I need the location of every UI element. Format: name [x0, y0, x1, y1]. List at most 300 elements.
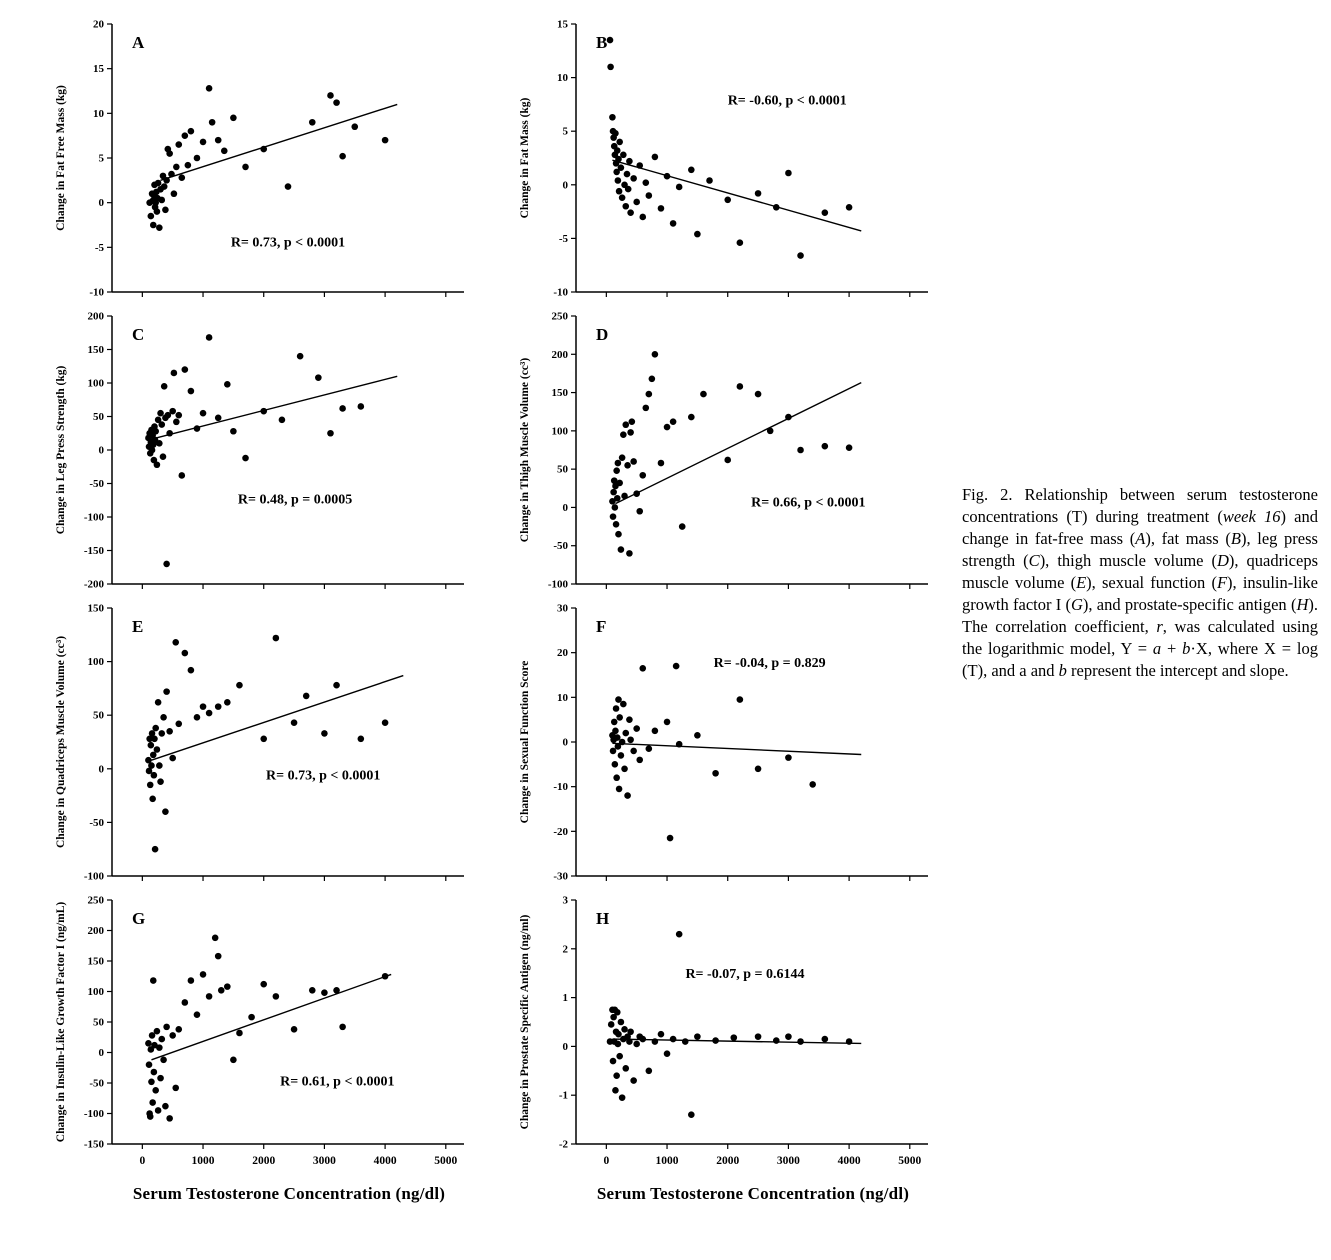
y-tick-label: 0 — [98, 763, 104, 776]
scatter-point — [175, 141, 182, 148]
scatter-point — [309, 119, 316, 126]
panel-letter: B — [596, 33, 608, 52]
scatter-point — [160, 453, 167, 460]
scatter-point — [230, 1057, 237, 1064]
x-tick-label: 4000 — [837, 1155, 861, 1167]
scatter-point — [155, 1107, 162, 1114]
y-tick-label: -100 — [83, 511, 104, 524]
scatter-point — [664, 424, 671, 431]
panel-a-svg — [48, 14, 478, 306]
scatter-point — [658, 1031, 665, 1038]
y-axis-label: Change in Prostate Specific Antigen (ng/ml) — [519, 914, 531, 1130]
scatter-point — [688, 166, 695, 173]
scatter-point — [358, 735, 365, 742]
scatter-point — [158, 1036, 165, 1043]
scatter-point — [649, 375, 656, 382]
x-tick-label: 4000 — [373, 1155, 397, 1167]
panel-h-chart — [512, 890, 942, 1182]
scatter-point — [182, 132, 189, 139]
scatter-point — [809, 781, 816, 788]
scatter-points — [609, 351, 852, 557]
scatter-point — [755, 391, 762, 398]
scatter-point — [822, 209, 829, 216]
scatter-point — [627, 209, 634, 216]
y-tick-label: 0 — [562, 179, 568, 192]
scatter-point — [797, 1038, 804, 1045]
scatter-point — [636, 757, 643, 764]
caption-segment: + — [1161, 638, 1183, 658]
scatter-point — [673, 663, 680, 670]
scatter-point — [185, 162, 192, 169]
scatter-point — [151, 1069, 158, 1076]
y-tick-label: -100 — [83, 870, 104, 883]
scatter-point — [173, 419, 180, 426]
y-tick-label: 100 — [87, 377, 104, 390]
y-tick-label: 3 — [562, 894, 568, 907]
scatter-point — [162, 808, 169, 815]
scatter-point — [676, 184, 683, 191]
caption-italic-segment: r — [1156, 616, 1163, 636]
scatter-point — [629, 418, 636, 425]
scatter-point — [206, 85, 213, 92]
caption-italic-segment: G — [1070, 594, 1083, 614]
y-tick-label: 0 — [562, 501, 568, 514]
scatter-point — [200, 410, 207, 417]
scatter-point — [150, 222, 157, 229]
scatter-points — [145, 334, 364, 567]
x-tick-label: 0 — [139, 1155, 146, 1167]
panel-g-svg — [48, 890, 478, 1182]
y-tick-label: -50 — [89, 478, 104, 490]
scatter-point — [619, 454, 626, 461]
scatter-point — [664, 1050, 671, 1057]
caption-segment: represent the intercept and slope. — [1066, 660, 1289, 680]
scatter-point — [188, 977, 195, 984]
y-tick-label: 50 — [93, 1016, 104, 1029]
y-tick-label: 50 — [557, 463, 568, 476]
scatter-point — [169, 408, 176, 415]
scatter-point — [236, 1030, 243, 1037]
y-tick-label: 0 — [98, 197, 104, 210]
caption-italic-segment: week 16 — [1222, 506, 1281, 526]
y-tick-label: -150 — [83, 1138, 104, 1151]
y-tick-label: 50 — [93, 411, 104, 423]
correlation-annotation: R= 0.73, p < 0.0001 — [230, 235, 346, 251]
correlation-annotation: R= -0.07, p = 0.6144 — [685, 967, 805, 983]
scatter-point — [620, 701, 627, 708]
panel-f-svg — [512, 598, 942, 890]
scatter-point — [785, 414, 792, 421]
scatter-point — [182, 650, 189, 657]
y-tick-label: 100 — [87, 986, 104, 998]
scatter-point — [194, 714, 201, 721]
panel-b-chart — [512, 14, 942, 306]
scatter-point — [147, 782, 154, 789]
scatter-point — [614, 734, 621, 741]
scatter-point — [614, 1009, 621, 1016]
scatter-point — [157, 1075, 164, 1082]
scatter-point — [154, 208, 161, 215]
scatter-point — [166, 1115, 173, 1122]
scatter-point — [620, 151, 627, 158]
caption-italic-segment: a — [1152, 638, 1162, 658]
scatter-point — [630, 1077, 637, 1084]
scatter-points — [607, 37, 853, 259]
scatter-point — [616, 786, 623, 793]
scatter-point — [148, 762, 155, 769]
scatter-point — [676, 931, 683, 938]
scatter-point — [188, 128, 195, 135]
y-tick-label: -10 — [553, 286, 568, 299]
scatter-point — [610, 748, 617, 755]
caption-italic-segment: F — [1216, 572, 1228, 592]
scatter-point — [646, 1068, 653, 1075]
scatter-point — [737, 696, 744, 703]
y-tick-label: 150 — [87, 344, 104, 356]
scatter-point — [633, 725, 640, 732]
scatter-point — [333, 987, 340, 994]
y-tick-label: -150 — [83, 545, 104, 557]
caption-italic-segment: H — [1296, 594, 1309, 614]
scatter-point — [194, 425, 201, 432]
y-tick-label: 5 — [562, 125, 568, 138]
scatter-point — [321, 730, 328, 737]
scatter-points — [145, 635, 388, 853]
scatter-point — [652, 351, 659, 358]
scatter-point — [166, 150, 173, 157]
scatter-point — [622, 421, 629, 428]
regression-line — [161, 104, 398, 180]
scatter-point — [630, 458, 637, 465]
scatter-point — [688, 414, 695, 421]
scatter-points — [609, 663, 816, 842]
y-tick-label: 20 — [557, 647, 568, 660]
caption-segment: ·X, where X = log (T), and a and — [962, 638, 1318, 680]
y-axis-label: Change in Thigh Muscle Volume (cc³) — [519, 357, 531, 543]
scatter-point — [846, 1038, 853, 1045]
scatter-point — [670, 1036, 677, 1043]
scatter-point — [382, 137, 389, 144]
y-tick-label: 5 — [98, 152, 104, 165]
scatter-point — [611, 719, 618, 726]
scatter-point — [613, 521, 620, 528]
scatter-point — [822, 1036, 829, 1043]
scatter-point — [730, 1034, 737, 1041]
scatter-point — [652, 728, 659, 735]
scatter-point — [724, 457, 731, 464]
y-tick-label: 200 — [87, 925, 104, 937]
scatter-point — [639, 665, 646, 672]
x-axis-title-left: Serum Testosterone Concentration (ng/dl) — [132, 1184, 446, 1203]
scatter-point — [333, 682, 340, 689]
scatter-point — [151, 772, 158, 779]
scatter-point — [161, 383, 168, 390]
scatter-point — [785, 1033, 792, 1040]
scatter-point — [688, 1111, 695, 1118]
caption-segment: ), leg press strength ( — [962, 528, 1318, 570]
y-axis-label: Change in Fat Mass (kg) — [519, 97, 531, 219]
scatter-point — [639, 1036, 646, 1043]
y-tick-label: 20 — [93, 18, 104, 31]
scatter-point — [148, 742, 155, 749]
scatter-point — [206, 993, 213, 1000]
scatter-point — [642, 179, 649, 186]
scatter-point — [260, 408, 267, 415]
panel-f-chart — [512, 598, 942, 890]
scatter-point — [303, 693, 310, 700]
y-tick-label: -10 — [553, 781, 568, 794]
scatter-point — [664, 173, 671, 180]
x-tick-label: 2000 — [716, 1155, 740, 1167]
scatter-point — [633, 490, 640, 497]
scatter-point — [163, 1024, 170, 1031]
correlation-annotation: R= 0.61, p < 0.0001 — [280, 1074, 395, 1090]
scatter-point — [194, 1011, 201, 1018]
scatter-points — [607, 931, 853, 1118]
scatter-point — [652, 1038, 659, 1045]
y-tick-label: -10 — [89, 286, 104, 299]
scatter-point — [154, 1028, 161, 1035]
y-tick-label: -1 — [558, 1089, 568, 1102]
panel-e-chart — [48, 598, 478, 890]
scatter-point — [297, 353, 304, 360]
scatter-point — [614, 495, 621, 502]
scatter-point — [175, 412, 182, 419]
caption-italic-segment: B — [1230, 528, 1241, 548]
scatter-point — [679, 523, 686, 530]
scatter-point — [162, 1103, 169, 1110]
scatter-point — [633, 1041, 640, 1048]
scatter-point — [224, 983, 231, 990]
y-axis-label: Change in Insulin-Like Growth Factor I (ng/mL) — [55, 901, 67, 1143]
panel-c-svg — [48, 306, 478, 598]
caption-segment: , was calculated using the logarithmic model, Y = — [962, 616, 1318, 658]
scatter-point — [215, 953, 222, 960]
scatter-point — [156, 1044, 163, 1051]
scatter-point — [358, 403, 365, 410]
scatter-point — [797, 447, 804, 454]
scatter-point — [260, 981, 267, 988]
caption-segment: ), sexual function ( — [1086, 572, 1217, 592]
scatter-point — [149, 796, 156, 803]
y-tick-label: 0 — [98, 1047, 104, 1059]
regression-line — [151, 676, 403, 761]
scatter-point — [163, 688, 170, 695]
caption-segment: Fig. 2. Relationship between serum testosterone concentrations (T) during treatment ( — [962, 485, 1318, 526]
scatter-point — [612, 728, 619, 735]
y-tick-label: 10 — [93, 107, 104, 120]
scatter-point — [773, 1037, 780, 1044]
scatter-point — [150, 752, 157, 759]
correlation-annotation: R= -0.04, p = 0.829 — [713, 655, 826, 671]
panel-b-svg — [512, 14, 942, 306]
scatter-point — [224, 699, 231, 706]
scatter-point — [616, 139, 623, 146]
scatter-point — [755, 766, 762, 773]
scatter-point — [230, 115, 237, 122]
scatter-point — [626, 158, 633, 165]
y-tick-label: 100 — [87, 656, 104, 669]
scatter-point — [652, 154, 659, 161]
y-tick-label: -100 — [83, 1108, 104, 1120]
left-column — [48, 14, 484, 1204]
scatter-point — [285, 183, 292, 190]
caption-segment: ), insulin-like growth factor I ( — [962, 572, 1318, 614]
scatter-point — [619, 194, 626, 201]
y-tick-label: 150 — [87, 955, 104, 968]
scatter-point — [218, 987, 225, 994]
panel-d-svg — [512, 306, 942, 598]
scatter-point — [279, 417, 286, 424]
scatter-point — [612, 761, 619, 768]
scatter-point — [182, 999, 189, 1006]
scatter-point — [646, 745, 653, 752]
scatter-point — [155, 180, 162, 187]
x-tick-label: 5000 — [898, 1155, 922, 1167]
scatter-point — [260, 146, 267, 153]
scatter-point — [712, 1037, 719, 1044]
y-axis-label: Change in Leg Press Strength (kg) — [55, 365, 67, 535]
caption-italic-segment: b — [1182, 638, 1191, 658]
scatter-point — [206, 334, 213, 341]
scatter-point — [613, 1072, 620, 1079]
scatter-point — [636, 162, 643, 169]
scatter-point — [175, 720, 182, 727]
scatter-point — [194, 155, 201, 162]
scatter-point — [618, 1019, 625, 1026]
scatter-point — [158, 197, 165, 204]
scatter-point — [630, 748, 637, 755]
y-tick-label: 200 — [87, 310, 104, 323]
scatter-point — [200, 703, 207, 710]
scatter-point — [639, 214, 646, 221]
scatter-point — [626, 716, 633, 723]
scatter-point — [773, 204, 780, 211]
scatter-point — [621, 766, 628, 773]
scatter-point — [146, 1061, 153, 1068]
scatter-point — [173, 164, 180, 171]
scatter-point — [646, 391, 653, 398]
scatter-point — [178, 174, 185, 181]
correlation-annotation: R= -0.60, p < 0.0001 — [727, 93, 847, 109]
scatter-point — [627, 736, 634, 743]
y-tick-label: 15 — [93, 63, 104, 76]
scatter-point — [607, 64, 614, 71]
scatter-point — [158, 730, 165, 737]
y-axis-label: Change in Quadriceps Muscle Volume (cc³) — [55, 635, 67, 849]
scatter-point — [616, 480, 623, 487]
scatter-point — [615, 1031, 622, 1038]
scatter-point — [230, 428, 237, 435]
scatter-point — [615, 531, 622, 538]
scatter-point — [624, 462, 631, 469]
scatter-point — [315, 374, 322, 381]
panel-letter: D — [596, 325, 609, 344]
scatter-point — [175, 1026, 182, 1033]
panel-d-chart — [512, 306, 942, 598]
scatter-point — [152, 1087, 159, 1094]
scatter-point — [157, 778, 164, 785]
scatter-point — [724, 197, 731, 204]
scatter-point — [613, 774, 620, 781]
y-tick-label: -5 — [558, 232, 568, 245]
scatter-point — [169, 1032, 176, 1039]
scatter-point — [615, 1041, 622, 1048]
caption-italic-segment: D — [1216, 550, 1229, 570]
scatter-point — [609, 114, 616, 121]
x-tick-label: 3000 — [312, 1155, 336, 1167]
scatter-point — [694, 1033, 701, 1040]
panel-letter: E — [132, 617, 144, 636]
scatter-points — [145, 935, 388, 1122]
y-tick-label: -100 — [547, 578, 568, 591]
scatter-point — [236, 682, 243, 689]
scatter-point — [676, 741, 683, 748]
scatter-point — [616, 1053, 623, 1060]
scatter-point — [646, 192, 653, 199]
correlation-annotation: R= 0.73, p < 0.0001 — [266, 768, 381, 784]
y-tick-label: 100 — [551, 425, 568, 438]
y-tick-label: 1 — [562, 992, 568, 1005]
scatter-point — [612, 1087, 619, 1094]
scatter-point — [152, 725, 159, 732]
x-tick-label: 0 — [603, 1155, 610, 1167]
scatter-point — [148, 213, 155, 220]
panel-letter: C — [132, 325, 145, 344]
scatter-point — [610, 1058, 617, 1065]
scatter-points — [146, 85, 388, 231]
scatter-point — [160, 714, 167, 721]
y-tick-label: 15 — [557, 18, 568, 31]
scatter-point — [154, 746, 161, 753]
scatter-point — [163, 177, 170, 184]
scatter-point — [182, 366, 189, 373]
y-tick-label: 50 — [93, 709, 104, 722]
scatter-point — [846, 204, 853, 211]
scatter-point — [149, 1099, 156, 1106]
scatter-point — [608, 1021, 615, 1028]
scatter-point — [737, 383, 744, 390]
scatter-point — [242, 164, 249, 171]
scatter-point — [621, 1026, 628, 1033]
scatter-point — [200, 139, 207, 146]
scatter-point — [321, 989, 328, 996]
scatter-point — [156, 762, 163, 769]
panel-c-chart — [48, 306, 478, 598]
scatter-point — [291, 719, 298, 726]
scatter-point — [615, 460, 622, 467]
scatter-point — [147, 1113, 154, 1120]
scatter-point — [822, 443, 829, 450]
scatter-point — [158, 421, 165, 428]
scatter-point — [626, 550, 633, 557]
scatter-point — [615, 696, 622, 703]
caption-segment: ). The correlation coefficient, — [962, 594, 1318, 636]
scatter-point — [172, 1085, 179, 1092]
y-axis-label: Change in Sexual Function Score — [519, 660, 531, 824]
scatter-point — [188, 667, 195, 674]
scatter-point — [616, 714, 623, 721]
scatter-point — [639, 472, 646, 479]
scatter-point — [619, 739, 626, 746]
scatter-point — [215, 415, 222, 422]
scatter-point — [382, 973, 389, 980]
scatter-point — [682, 1038, 689, 1045]
scatter-point — [339, 405, 346, 412]
scatter-point — [670, 418, 677, 425]
caption-segment: ) and change in fat-free mass ( — [962, 506, 1318, 548]
scatter-point — [242, 455, 249, 462]
